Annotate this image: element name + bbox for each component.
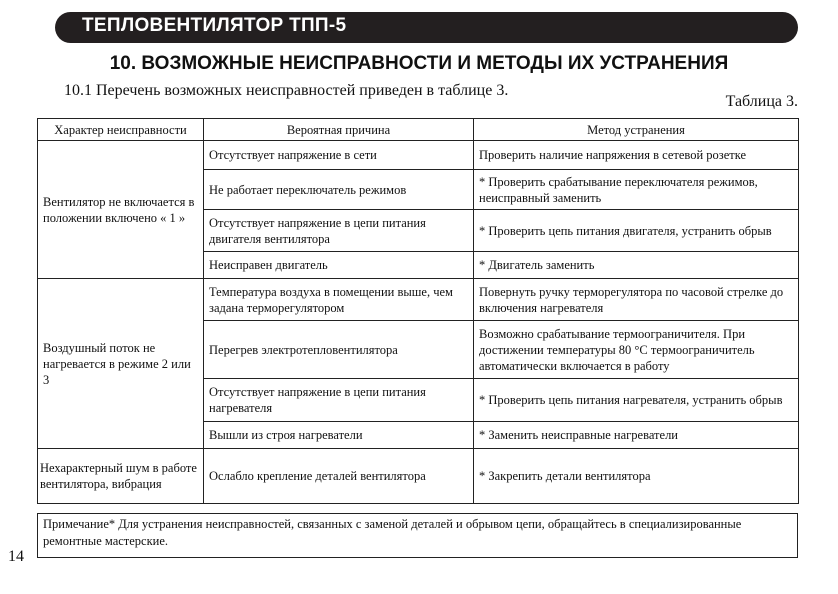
remedy-cell: * Проверить срабатывание переключателя режимов, неисправный заменить — [474, 170, 799, 210]
cause-cell: Неисправен двигатель — [204, 252, 474, 279]
cause-cell: Не работает переключатель режимов — [204, 170, 474, 210]
faults-table — [37, 118, 799, 504]
cause-cell: Ослабло крепление деталей вентилятора — [204, 449, 474, 504]
page-number: 14 — [8, 548, 24, 565]
table-row — [38, 279, 799, 321]
cause-cell: Температура воздуха в помещении выше, чем задана терморегулятором — [204, 279, 474, 321]
remedy-cell: * Заменить неисправные нагреватели — [474, 422, 799, 449]
fault-cell: Нехарактерный шум в работе вентилятора, вибрация — [38, 449, 204, 504]
fault-cell: Вентилятор не включается в положении включено « 1 » — [38, 141, 204, 279]
table-row — [38, 141, 799, 170]
column-header-remedy: Метод устранения — [474, 119, 799, 141]
cause-cell: Отсутствует напряжение в цепи питания двигателя вентилятора — [204, 210, 474, 252]
remedy-cell: * Проверить цепь питания двигателя, устранить обрыв — [474, 210, 799, 252]
cause-cell: Перегрев электротепловентилятора — [204, 321, 474, 379]
remedy-cell: Повернуть ручку терморегулятора по часовой стрелке до включения нагревателя — [474, 279, 799, 321]
header-bar — [55, 12, 798, 43]
remedy-cell: Возможно срабатывание термоограничителя. При достижении температуры 80 °С термоограничитель автоматически включается в работу — [474, 321, 799, 379]
intro-text: 10.1 Перечень возможных неисправностей приведен в таблице 3. — [64, 82, 509, 99]
cause-cell: Отсутствует напряжение в цепи питания нагревателя — [204, 379, 474, 422]
column-header-fault: Характер неисправности — [38, 119, 204, 141]
remedy-cell: * Проверить цепь питания нагревателя, устранить обрыв — [474, 379, 799, 422]
cause-cell: Вышли из строя нагреватели — [204, 422, 474, 449]
document-title: ТЕПЛОВЕНТИЛЯТОР ТПП-5 — [82, 15, 347, 36]
column-header-cause: Вероятная причина — [204, 119, 474, 141]
fault-cell: Воздушный поток не нагревается в режиме 2 или 3 — [38, 279, 204, 449]
footnote: Примечание* Для устранения неисправностей, связанных с заменой деталей и обрывом цепи, обращайтесь в специализированные ремонтные мастерские. — [37, 513, 798, 558]
cause-cell: Отсутствует напряжение в сети — [204, 141, 474, 170]
table-row — [38, 449, 799, 504]
table-header-row — [38, 119, 799, 141]
remedy-cell: * Закрепить детали вентилятора — [474, 449, 799, 504]
remedy-cell: * Двигатель заменить — [474, 252, 799, 279]
table-caption: Таблица 3. — [725, 93, 798, 110]
remedy-cell: Проверить наличие напряжения в сетевой розетке — [474, 141, 799, 170]
section-title: 10. ВОЗМОЖНЫЕ НЕИСПРАВНОСТИ И МЕТОДЫ ИХ УСТРАНЕНИЯ — [109, 53, 729, 74]
